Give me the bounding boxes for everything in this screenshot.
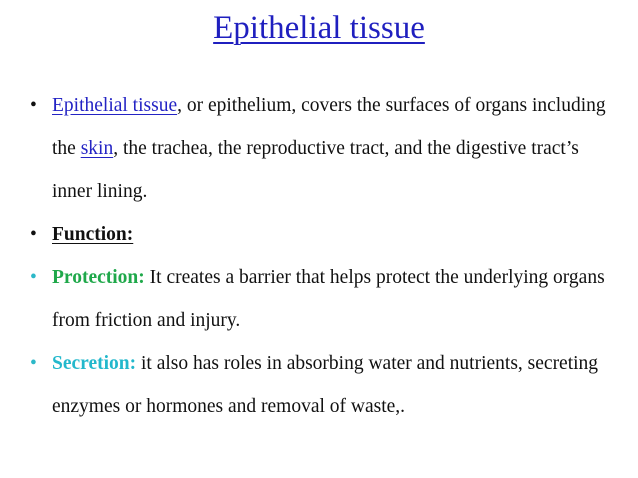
protection-text: It creates a barrier that helps protect the underlying organs from friction and injury.: [52, 267, 605, 331]
bullet-dot: •: [30, 267, 37, 288]
list-item-protection: [30, 256, 620, 342]
skin-link[interactable]: skin: [80, 138, 114, 159]
intro-text-part-2: , the trachea, the reproductive tract, and the digestive tract’s inner lining.: [52, 138, 579, 202]
epithelial-tissue-link[interactable]: Epithelial tissue: [52, 95, 178, 116]
list-item-function: [30, 213, 620, 256]
slide-title: Epithelial tissue: [213, 10, 425, 46]
bullet-dot: •: [30, 95, 37, 116]
intro-text-part-1: , or epithelium, covers the surfaces of organs including the: [52, 95, 606, 159]
secretion-label: Secretion:: [52, 353, 137, 374]
bullet-list: [30, 84, 620, 428]
bullet-dot: •: [30, 224, 37, 245]
bullet-dot: •: [30, 353, 37, 374]
list-item-intro: [30, 84, 620, 213]
function-heading: Function:: [52, 224, 134, 245]
secretion-text: it also has roles in absorbing water and nutrients, secreting enzymes or hormones and removal of waste,.: [52, 353, 599, 417]
list-item-secretion: [30, 342, 620, 428]
protection-label: Protection:: [52, 267, 145, 288]
